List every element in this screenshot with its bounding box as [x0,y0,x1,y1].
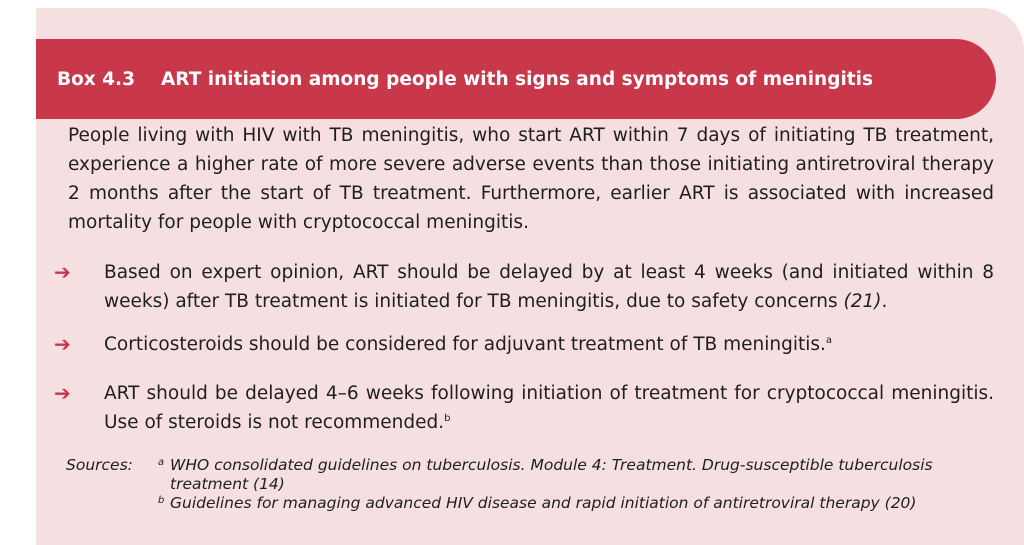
source-mark: b [158,495,165,506]
source-text: WHO consolidated guidelines on tuberculosis. Module 4: Treatment. Drug-susceptible tuberculosis treatment (14) [170,456,933,493]
intro-paragraph: People living with HIV with TB meningitis, who start ART within 7 days of initiating TB treatment, experience a higher rate of more severe adverse events than those initiating antiretroviral therapy 2 months after the start of TB treatment. Furthermore, earlier ART is associated with increased mortality for people with cryptococcal meningitis. [68,125,994,233]
box-title: ART initiation among people with signs and symptoms of meningitis [160,68,873,90]
source-entry [158,456,996,494]
arrow-icon: ➔ [54,332,71,356]
sources-section [66,456,996,513]
source-mark: a [158,457,165,468]
arrow-icon: ➔ [54,381,71,405]
footnote-mark: b [444,412,451,424]
box-header [36,39,996,119]
arrow-icon: ➔ [54,260,71,284]
source-text: Guidelines for managing advanced HIV disease and rapid initiation of antiretroviral therapy (20) [170,494,917,512]
bullet-item [54,258,994,316]
box-number: Box 4.3 [57,68,135,90]
bullet-text [104,379,994,437]
source-entry [158,494,996,513]
bullet-text [104,330,994,359]
bullet-item [54,379,994,437]
bullet-item [54,330,994,359]
bullet-tail: . [881,291,888,312]
bullet-body: ART should be delayed 4–6 weeks following initiation of treatment for cryptococcal meningitis. Use of steroids is not recommended. [104,383,994,433]
bullet-body: Corticosteroids should be considered for adjuvant treatment of TB meningitis. [104,334,826,355]
bullet-text [104,258,994,316]
sources-label: Sources: [66,456,133,474]
bullet-body: Based on expert opinion, ART should be delayed by at least 4 weeks (and initiated within 8 weeks) after TB treatment is initiated for TB meningitis, due to safety concerns [104,262,994,312]
footnote-mark: a [825,334,833,346]
reference: (21) [843,291,882,312]
